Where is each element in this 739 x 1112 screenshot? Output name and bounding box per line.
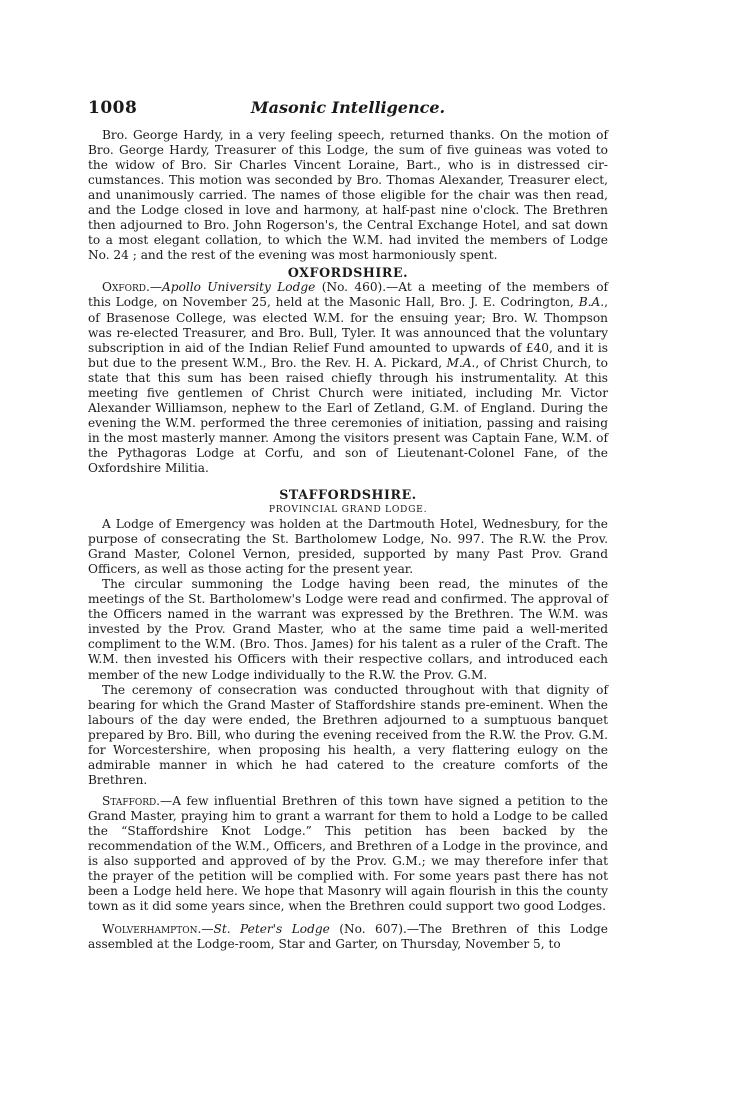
- oxford-dash: —: [149, 280, 162, 295]
- staffordshire-paragraph-2: The circular summoning the Lodge having been read, the minutes of the meetings of the St. Bartholomew's Lodge were read and confirmed. The approval of the Officers named in the warrant was expressed by the Brethren. The W.M. was invested by the Prov. Grand Master, who at the same time paid a well-merited compliment to the W.M. (Bro. Thos. James) for his talent as a ruler of the Craft. The W.M. then invested his Officers with their respective collars, and introduced each member of the new Lodge individually to the R.W. the Prov. G.M.: [88, 577, 608, 682]
- staffordshire-paragraph-3: The ceremony of consecration was conducted throughout with that dignity of bearing for which the Grand Master of Staffordshire stands pre-eminent. When the labours of the day were ended, the Brethren adjourned to a sumptuous banquet prepared by Bro. Bill, who during the evening received from the R.W. the Prov. G.M. for Worcestershire, when proposing his health, a very flattering eulogy on the admirable manner in which he had catered to the creature comforts of the Brethren.: [88, 682, 608, 787]
- running-title: Masonic Intelligence.: [250, 98, 446, 117]
- oxfordshire-paragraph: [88, 280, 608, 476]
- article-body: [88, 128, 608, 952]
- apollo-lodge-name: Apollo University Lodge: [161, 280, 316, 295]
- page-number: 1008: [88, 98, 138, 118]
- st-peters-lodge-number: (No. 607).: [329, 922, 407, 937]
- st-peters-lodge-name: St. Peter's Lodge: [213, 922, 330, 937]
- staffordshire-heading: STAFFORDSHIRE.: [279, 487, 417, 503]
- staffordshire-paragraph-1: A Lodge of Emergency was holden at the Dartmouth Hotel, Wednesbury, for the purpose of consecrating the St. Bartholomew Lodge, No. 997. The R.W. the Prov. Grand Master, Colonel Vernon, presided, supported by many Past Prov. Grand Officers, as well as those acting for the present year.: [88, 517, 608, 577]
- ma-degree: M.A.: [446, 355, 476, 370]
- page-header: [88, 98, 608, 128]
- oxfordshire-text-2: , of Brasenose College, was elected W.M. for the ensuing year; Bro. W. Thompson was re-elected Treasurer, and Bro. Bull, Tyler. It was announced that the voluntary subscription in aid of the Indian Relief Fund amounted to upwards of £40, and it is but due to the present W.M., Bro. the Rev. H. A. Pickard,: [88, 295, 608, 370]
- oxfordshire-text-1: —At a meeting of the members of this Lodge, on November 25, held at the Masonic Hall, Bro. J. E. Codrington,: [88, 280, 609, 310]
- page: [88, 98, 608, 952]
- stafford-paragraph: [88, 794, 608, 914]
- hardy-paragraph: Bro. George Hardy, in a very feeling speech, returned thanks. On the motion of Bro. George Hardy, Treasurer of this Lodge, the sum of five guineas was voted to the widow of Bro. Sir Charles Vincent Loraine, Bart., who is in distressed circumstances. This motion was seconded by Bro. Thomas Alexander, Treasurer elect, and unanimously carried. The names of those eligible for the chair was then read, and the Lodge closed in love and harmony, at half-past nine o'clock. The Brethren then adjourned to Bro. John Rogerson's, the Central Exchange Hotel, and sat down to a most elegant collation, to which the W.M. had invited the members of Lodge No. 24 ; and the rest of the evening was most harmoniously spent.: [88, 128, 608, 263]
- oxfordshire-text-3: , of Christ Church, to state that this sum has been raised chiefly through his instrumentality. At this meeting five gentlemen of Christ Church were initiated, including Mr. Victor Alexander Williamson, nephew to the Earl of Zetland, G.M. of England. During the evening the W.M. performed the three ceremonies of initiation, passing and raising in the most masterly manner. Among the visitors present was Captain Fane, W.M. of the Pythagoras Lodge at Corfu, and son of Lieutenant-Colonel Fane, of the Oxfordshire Militia.: [88, 355, 608, 475]
- wolverhampton-paragraph: [88, 922, 608, 952]
- apollo-lodge-number: (No. 460).: [315, 280, 387, 295]
- stafford-text: —A few influential Brethren of this town have signed a petition to the Grand Master, praying him to grant a warrant for them to hold a Lodge to be called the “Staffordshire Knot Lodge.” This petition has been backed by the recommendation of the W.M., Officers, and Brethren of a Lodge in the province, and is also supported and approved of by the Prov. G.M.; we may therefore infer that the prayer of the petition will be complied with. For some years past there has not been a Lodge held here. We hope that Masonry will again flourish in this the county town as it did some years since, when the Brethren could support two good Lodges.: [88, 793, 608, 914]
- oxford-place-name: Oxford.: [102, 280, 150, 295]
- wolverhampton-dash: —: [201, 922, 214, 937]
- wolverhampton-place-name: Wolverhampton.: [102, 922, 202, 937]
- provincial-grand-lodge-subheading: PROVINCIAL GRAND LODGE.: [268, 504, 428, 516]
- oxfordshire-heading: OXFORDSHIRE.: [287, 265, 409, 281]
- ba-degree: B.A.: [578, 295, 605, 310]
- wolverhampton-text: —The Brethren of this Lodge assembled at the Lodge-room, Star and Garter, on Thursday, November 5, to: [88, 922, 608, 952]
- stafford-place-name: Stafford.: [102, 793, 161, 808]
